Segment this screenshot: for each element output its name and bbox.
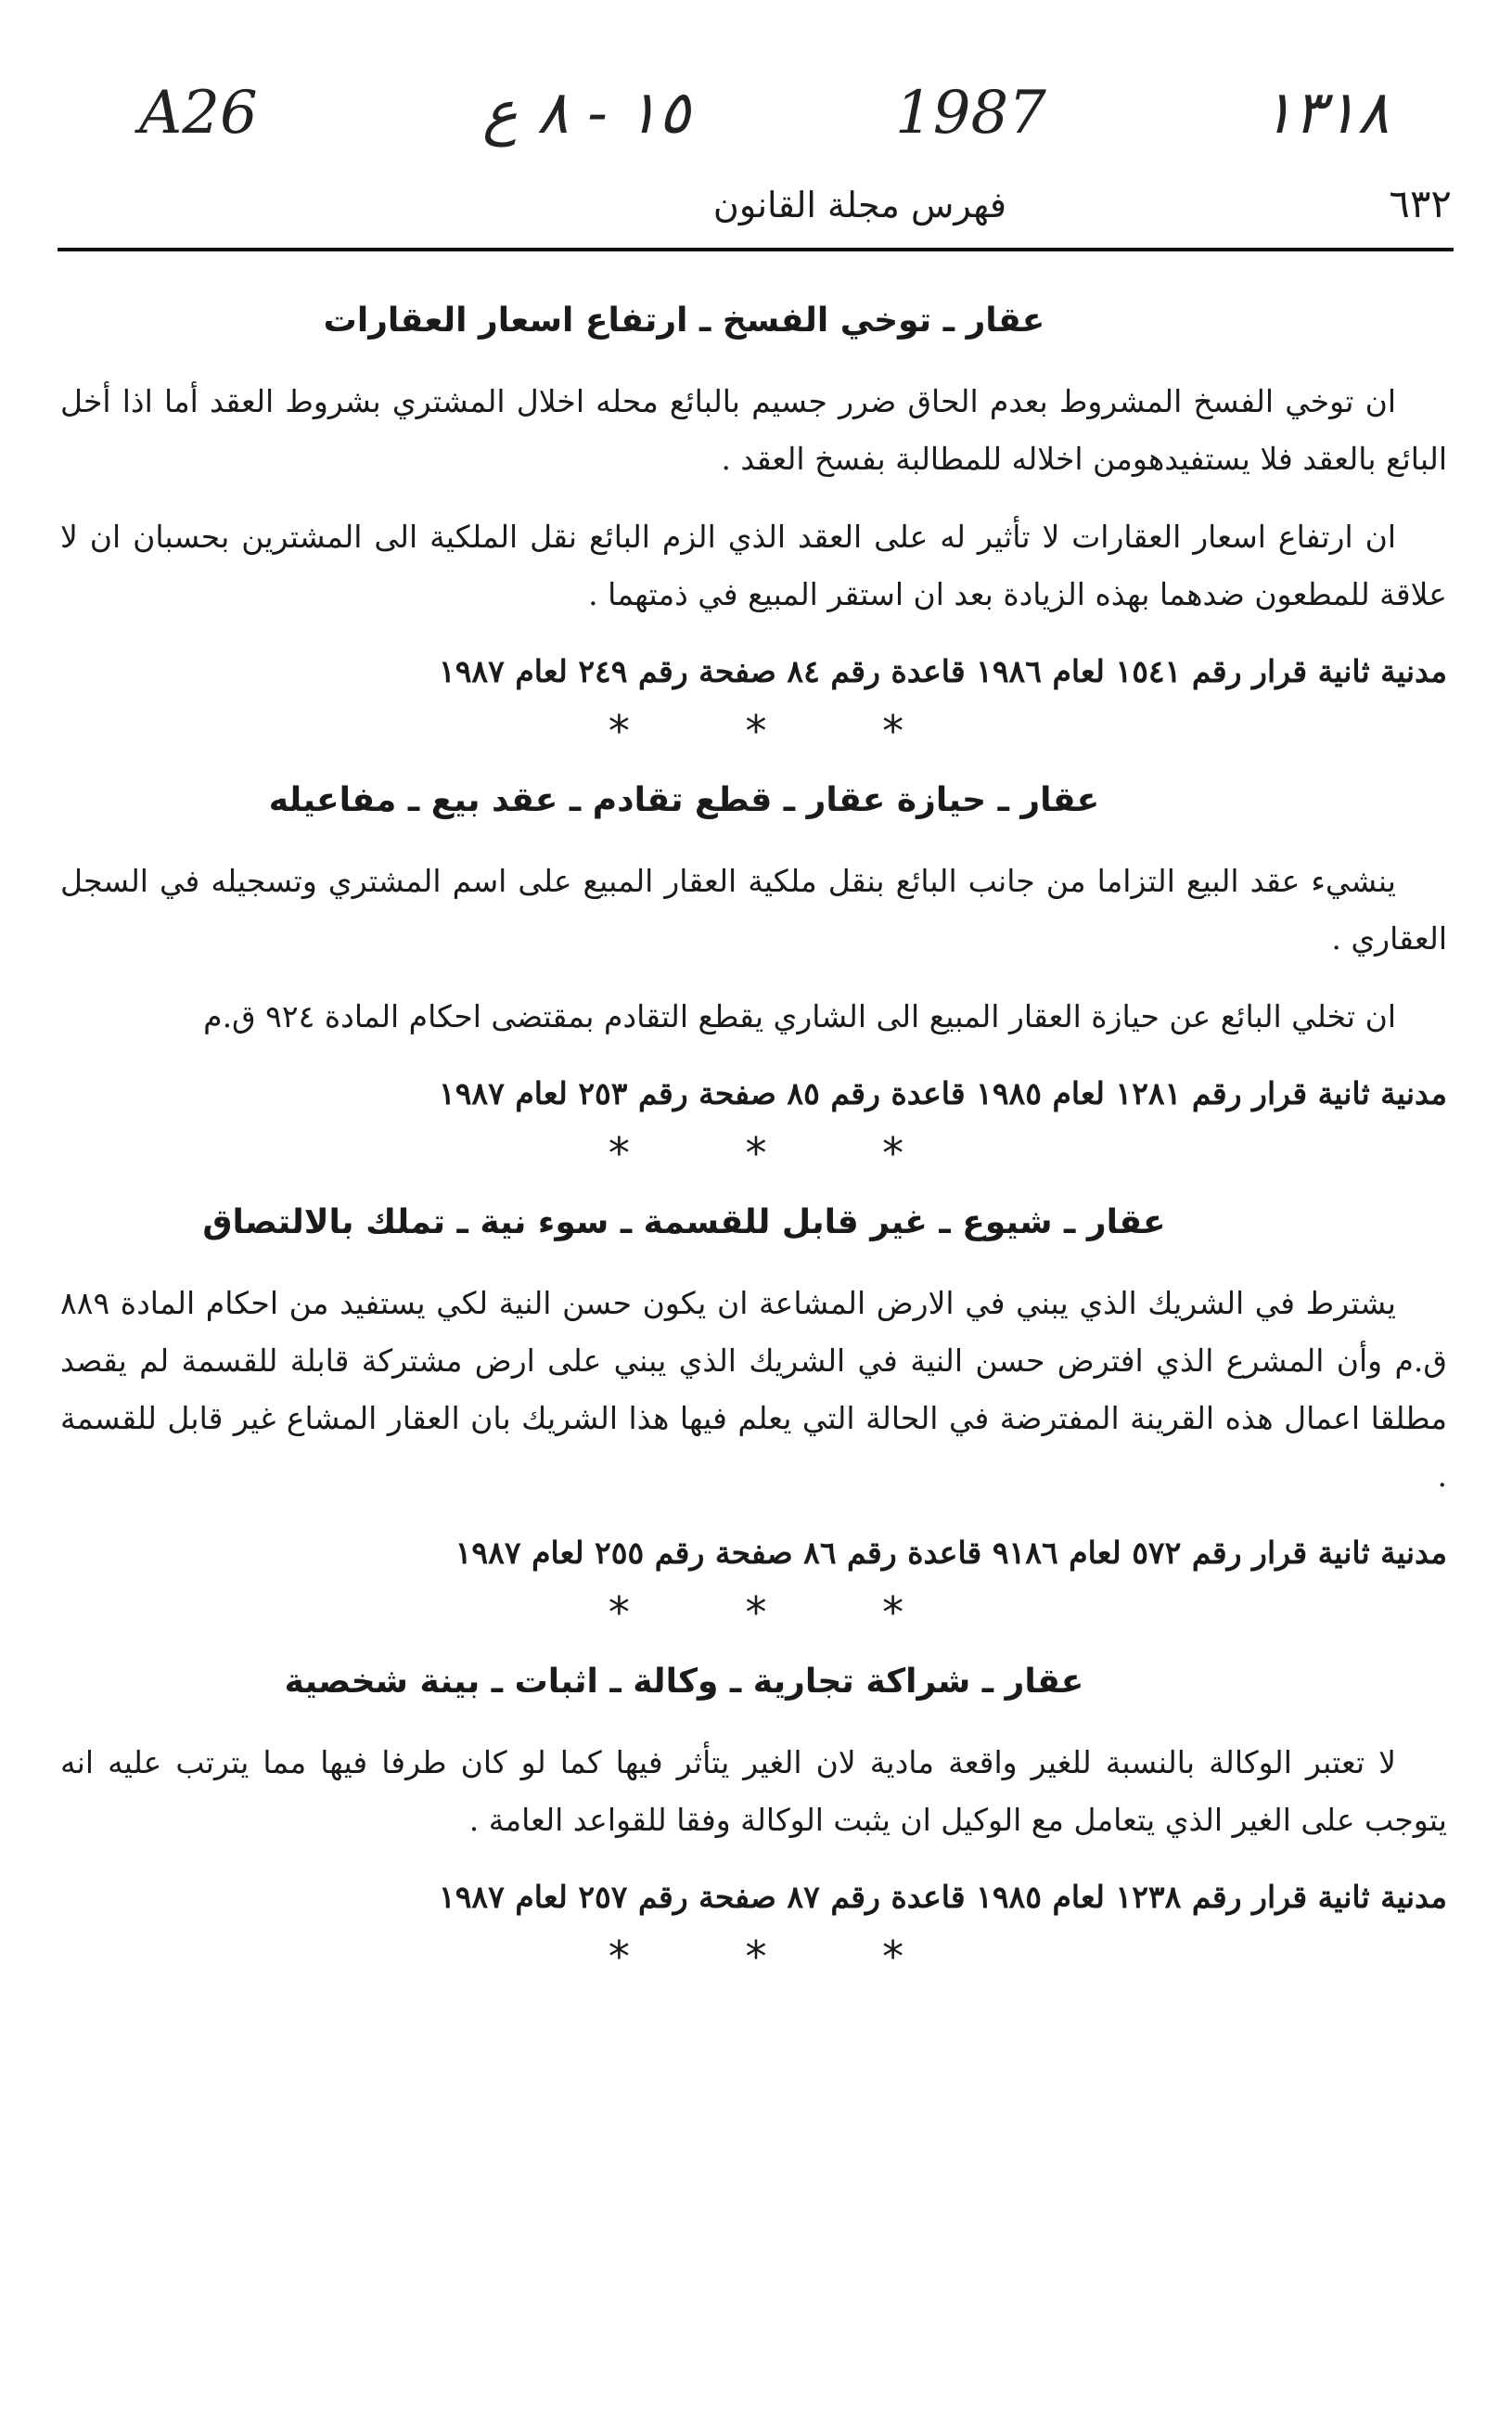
paragraph: ان توخي الفسخ المشروط بعدم الحاق ضرر جسيم بالبائع محله اخلال المشتري بشروط العقد أما اذا أخل البائع بالعقد فلا يستفيدهومن اخلاله للمطالبة بفسخ العقد . bbox=[60, 383, 1447, 477]
handwritten-volume: ١٥ - ٨ ع bbox=[482, 79, 690, 148]
paragraph: ينشيء عقد البيع التزاما من جانب البائع بنقل ملكية العقار المبيع على اسم المشتري وتسجيله في السجل العقاري . bbox=[60, 863, 1447, 957]
paragraph: ان تخلي البائع عن حيازة العقار المبيع الى الشاري يقطع التقادم بمقتضى احكام المادة ٩٢٤ ق.م bbox=[203, 998, 1396, 1034]
citation: مدنية ثانية قرار رقم ١٢٨١ لعام ١٩٨٥ قاعدة رقم ٨٥ صفحة رقم ٢٥٣ لعام ١٩٨٧ bbox=[438, 1075, 1447, 1111]
entry-section bbox=[60, 781, 1447, 1179]
separator-stars: * * * bbox=[608, 1128, 955, 1178]
separator-stars: * * * bbox=[608, 706, 955, 756]
section-title: عقار ـ توخي الفسخ ـ ارتفاع اسعار العقارات bbox=[323, 302, 1045, 340]
separator-stars: * * * bbox=[608, 1932, 955, 1982]
entry-section bbox=[60, 1203, 1447, 1638]
header-rule bbox=[58, 248, 1454, 251]
entry-section bbox=[60, 302, 1447, 757]
citation: مدنية ثانية قرار رقم ٥٧٢ لعام ٩١٨٦ قاعدة رقم ٨٦ صفحة رقم ٢٥٥ لعام ١٩٨٧ bbox=[455, 1535, 1447, 1571]
separator-stars: * * * bbox=[608, 1587, 955, 1638]
page-number: ٦٣٢ bbox=[1389, 181, 1452, 226]
section-title: عقار ـ شراكة تجارية ـ وكالة ـ اثبات ـ بينة شخصية bbox=[284, 1663, 1084, 1701]
citation: مدنية ثانية قرار رقم ١٢٣٨ لعام ١٩٨٥ قاعدة رقم ٨٧ صفحة رقم ٢٥٧ لعام ١٩٨٧ bbox=[438, 1879, 1447, 1915]
handwritten-code: A26 bbox=[139, 79, 258, 148]
paragraph: لا تعتبر الوكالة بالنسبة للغير واقعة مادية لان الغير يتأثر فيها كما لو كان طرفا فيها مما يترتب عليه انه يتوجب على الغير الذي يتعامل مع الوكيل ان يثبت الوكالة وفقا للقواعد العامة . bbox=[60, 1744, 1447, 1838]
handwritten-serial: ١٣١٨ bbox=[1262, 79, 1390, 148]
citation: مدنية ثانية قرار رقم ١٥٤١ لعام ١٩٨٦ قاعدة رقم ٨٤ صفحة رقم ٢٤٩ لعام ١٩٨٧ bbox=[438, 653, 1447, 689]
section-title: عقار ـ شيوع ـ غير قابل للقسمة ـ سوء نية ـ تملك بالالتصاق bbox=[202, 1203, 1166, 1241]
handwritten-year: 1987 bbox=[895, 79, 1046, 148]
page-header bbox=[60, 181, 1452, 237]
paragraph: ان ارتفاع اسعار العقارات لا تأثير له على العقد الذي الزم البائع نقل الملكية الى المشترين بحسبان ان لا علاقة للمطعون ضدهما بهذه الزيادة بعد ان استقر المبيع في ذمتهما . bbox=[60, 519, 1447, 612]
paragraph: يشترط في الشريك الذي يبني في الارض المشاعة ان يكون حسن النية لكي يستفيد من احكام المادة ٨٨٩ ق.م وأن المشرع الذي افترض حسن النية في الشريك الذي يبني على ارض مشتركة قابلة للقسمة لم يقصد مطلقا اعمال هذه القرينة المفترضة في الحالة التي يعلم فيها هذا الشريك بان العقار المشاع غير قابل للقسمة . bbox=[60, 1285, 1447, 1494]
entry-section bbox=[60, 1663, 1447, 1983]
section-title: عقار ـ حيازة عقار ـ قطع تقادم ـ عقد بيع ـ مفاعيله bbox=[268, 781, 1100, 819]
document-body bbox=[60, 302, 1447, 2007]
running-title: فهرس مجلة القانون bbox=[712, 185, 1006, 225]
